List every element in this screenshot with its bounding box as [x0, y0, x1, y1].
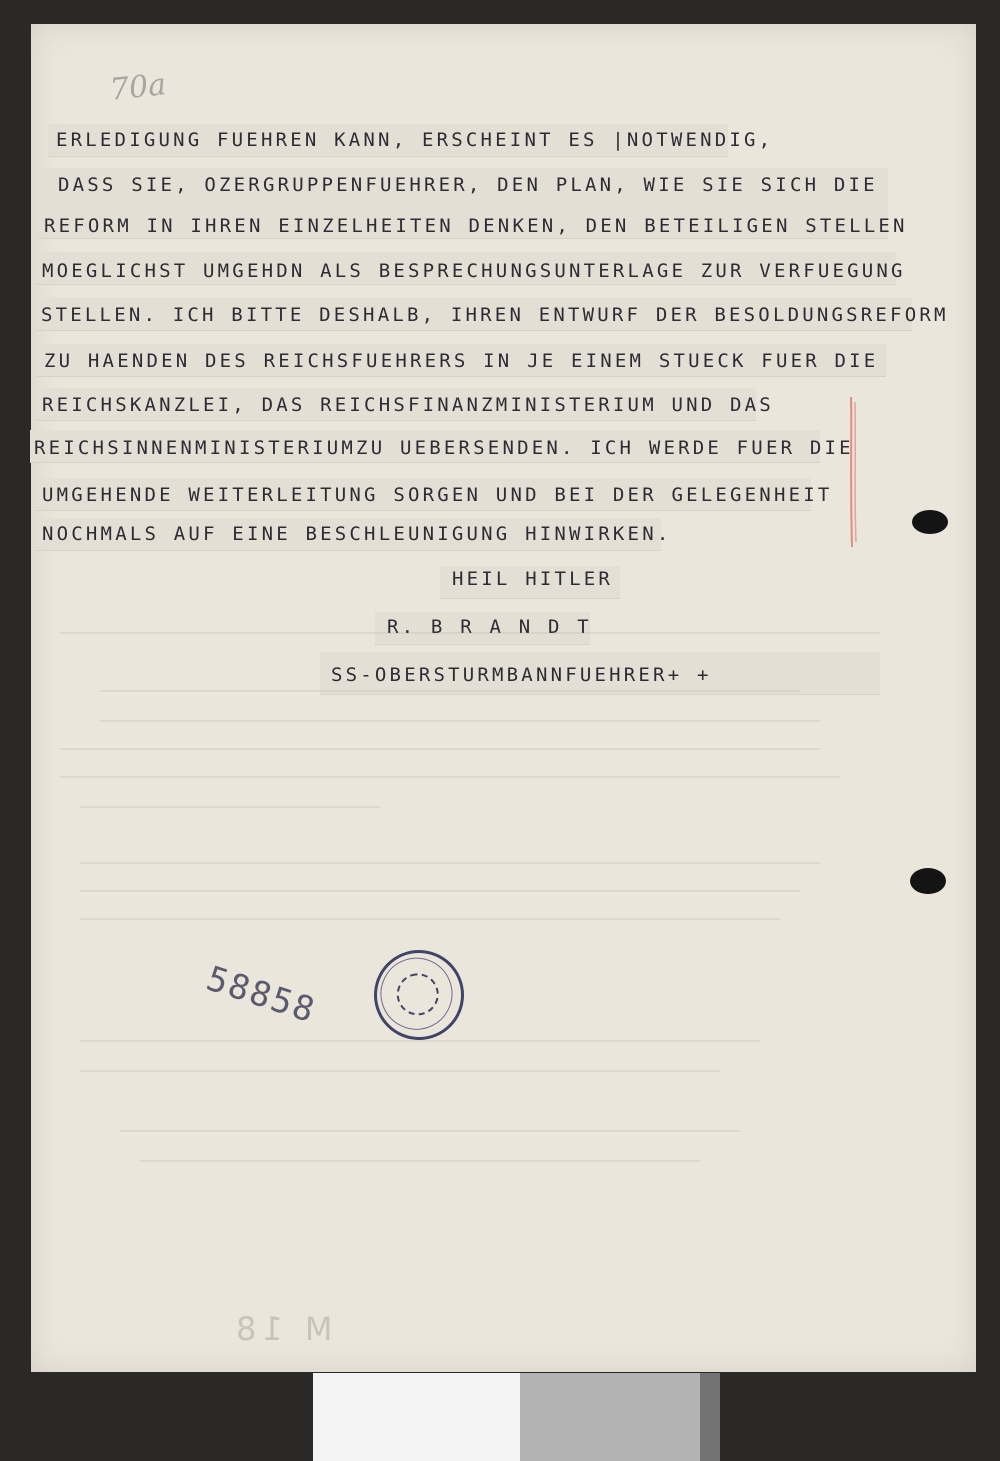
body-line-8: REICHSINNENMINISTERIUMZU UEBERSENDEN. ICH WERDE FUER DIE [34, 437, 854, 459]
body-line-3: REFORM IN IHREN EINZELHEITEN DENKEN, DEN BETEILIGEN STELLEN [44, 215, 908, 237]
closing-greeting: HEIL HITLER [452, 568, 614, 590]
bleed-through-line [140, 1160, 700, 1162]
red-pencil-mark [848, 392, 858, 552]
bleed-through-line [80, 1070, 720, 1072]
bleed-through-line [80, 890, 800, 892]
bleed-through-line [80, 918, 780, 920]
body-line-2: DASS SIE, OZERGRUPPENFUEHRER, DEN PLAN, WIE SIE SICH DIE [58, 174, 878, 196]
bleed-through-line [60, 776, 840, 778]
bleed-through-line [120, 1130, 740, 1132]
page-number-mark: 70a [108, 67, 168, 108]
punch-hole [912, 510, 948, 534]
body-line-1: ERLEDIGUNG FUEHREN KANN, ERSCHEINT ES |NOTWENDIG, [56, 129, 774, 151]
bleed-through-line [100, 690, 800, 692]
bleed-through-line [80, 806, 380, 808]
color-bar-grey [520, 1373, 700, 1461]
bleed-through-line [60, 632, 880, 634]
body-line-9: UMGEHENDE WEITERLEITUNG SORGEN UND BEI DER GELEGENHEIT [42, 484, 833, 506]
punch-hole [910, 868, 946, 894]
bleed-through-line [100, 720, 820, 722]
bleed-through-line [80, 862, 820, 864]
body-line-5: STELLEN. ICH BITTE DESHALB, IHREN ENTWURF DER BESOLDUNGSREFORM [41, 304, 949, 326]
archive-number-stamp: 58858 [201, 958, 321, 1032]
body-line-10: NOCHMALS AUF EINE BESCHLEUNIGUNG HINWIRKEN. [42, 523, 672, 545]
color-bar-dark [700, 1373, 720, 1461]
body-line-6: ZU HAENDEN DES REICHSFUEHRERS IN JE EINEM STUECK FUER DIE [44, 350, 879, 372]
bleed-through-line [60, 748, 820, 750]
archive-label [313, 1373, 520, 1461]
bleed-through-line [80, 1040, 760, 1042]
signature-name: R. B R A N D T [387, 616, 592, 638]
body-line-4: MOEGLICHST UMGEHDN ALS BESPRECHUNGSUNTERLAGE ZUR VERFUEGUNG [42, 260, 906, 282]
body-line-7: REICHSKANZLEI, DAS REICHSFINANZMINISTERIUM UND DAS [42, 394, 774, 416]
signature-rank: SS-OBERSTURMBANNFUEHRER+ + [331, 664, 712, 686]
faint-bottom-mark: M 18 [230, 1310, 333, 1348]
